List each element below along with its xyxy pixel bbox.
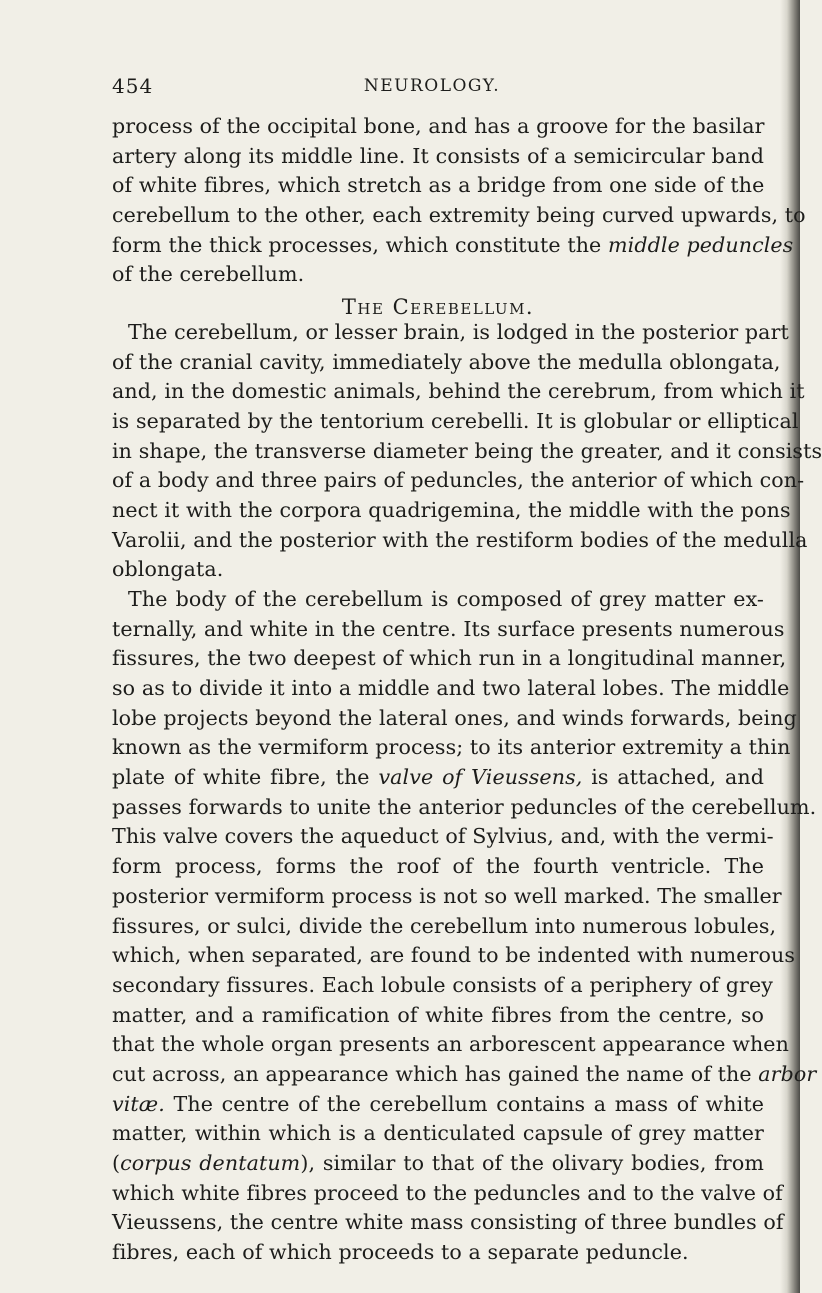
text-run: oblongata. [112,557,224,581]
text-run: ( [112,1151,121,1175]
text-line [112,559,764,580]
section-heading: The Cerebellum. [341,295,535,319]
text-line [112,735,791,759]
text-run: passes forwards to unite the anterior peduncles of the cerebellum. [112,795,817,819]
text-run: plate of white fibre, the [112,765,379,789]
text-line [112,233,794,257]
text-run: nect it with the corpora quadrigemina, the middle with the pons [112,498,791,522]
text-line [112,1094,764,1115]
text-run: that the whole organ presents an arborescent appearance when [112,1032,789,1056]
text-line [112,1062,817,1086]
text-line [112,1210,784,1234]
text-line [112,379,805,403]
text-line [112,856,764,877]
text-run: which, when separated, are found to be indented with numerous [112,943,795,967]
page-header [112,74,752,102]
text-line [112,1032,789,1056]
text-run: The cerebellum, or lesser brain, is lodged in the posterior part [128,320,789,344]
text-run: Varolii, and the posterior with the restiform bodies of the medulla [112,528,808,552]
text-run: Vieussens, the centre white mass consisting of three bundles of [112,1210,784,1234]
text-line [112,646,787,670]
page-number: 454 [112,74,154,98]
text-line [112,973,774,997]
text-run: so as to divide it into a middle and two lateral lobes. The middle [112,676,790,700]
text-run: of the cerebellum. [112,262,305,286]
text-run: which white fibres proceed to the peduncles and to the valve of [112,1181,783,1205]
text-run: and, in the domestic animals, behind the cerebrum, from which it [112,379,805,403]
text-line [112,439,822,463]
italic-term: valve of Vieussens, [378,765,583,789]
text-run: The centre of the cerebellum contains a mass of white [164,1092,764,1116]
text-run: form process, forms the roof of the fourth ventricle. The [112,854,764,878]
text-line [112,943,795,967]
text-line [112,617,785,641]
text-run: of the cranial cavity, immediately above the medulla oblongata, [112,350,781,374]
running-head: NEUROLOGY. [363,76,501,96]
text-line [112,498,791,522]
text-run: lobe projects beyond the lateral ones, and winds forwards, being [112,706,797,730]
text-run: secondary fissures. Each lobule consists of a periphery of grey [112,973,774,997]
text-run: This valve covers the aqueduct of Sylvius, and, with the vermi- [112,824,774,848]
italic-term: vitæ. [112,1092,165,1116]
text-line [112,468,805,492]
text-line [112,767,764,788]
text-run: ternally, and white in the centre. Its surface presents numerous [112,617,785,641]
italic-term: corpus dentatum [120,1151,301,1175]
text-line [112,676,790,700]
text-run: form the thick processes, which constitute the [112,233,608,257]
text-run: matter, and a ramification of white fibres from the centre, so [112,1003,764,1027]
text-line [112,350,781,374]
text-run: posterior vermiform process is not so well marked. The smaller [112,884,782,908]
text-line [112,1005,764,1026]
text-line [112,914,777,938]
text-line [112,884,782,908]
text-run: cut across, an appearance which has gained the name of the [112,1062,759,1086]
text-line [112,795,817,819]
text-run: fissures, or sulci, divide the cerebellum into numerous lobules, [112,914,777,938]
text-run: known as the vermiform process; to its anterior extremity a thin [112,735,791,759]
text-line [128,320,789,344]
text-line [112,146,764,167]
italic-term: middle peduncles [608,233,794,257]
text-line [112,706,797,730]
text-line [112,409,799,433]
text-run: artery along its middle line. It consists of a semicircular band [112,144,764,168]
text-line [112,175,764,196]
text-line [112,1123,764,1144]
text-line [128,589,764,610]
text-line [112,1181,783,1205]
text-run: process of the occipital bone, and has a groove for the basilar [112,114,765,138]
text-run: of a body and three pairs of peduncles, the anterior of which con- [112,468,805,492]
text-run: in shape, the transverse diameter being the greater, and it consists [112,439,822,463]
text-run: matter, within which is a denticulated capsule of grey matter [112,1121,764,1145]
text-line [112,1242,764,1263]
text-run: The body of the cerebellum is composed of grey matter ex- [128,587,764,611]
text-run: fibres, each of which proceeds to a separate peduncle. [112,1240,689,1264]
text-line [112,264,764,285]
italic-term: arbor [758,1062,817,1086]
text-line [112,203,806,227]
text-run: fissures, the two deepest of which run in a longitudinal manner, [112,646,787,670]
text-run: is separated by the tentorium cerebelli. It is globular or elliptical [112,409,799,433]
text-run: of white fibres, which stretch as a bridge from one side of the [112,173,765,197]
text-line [112,1153,764,1174]
text-run: is attached, and [582,765,765,789]
text-run: cerebellum to the other, each extremity being curved upwards, to [112,203,806,227]
text-line [112,824,774,848]
text-run: ), similar to that of the olivary bodies, from [300,1151,764,1175]
text-line [112,116,764,137]
text-line [112,528,808,552]
